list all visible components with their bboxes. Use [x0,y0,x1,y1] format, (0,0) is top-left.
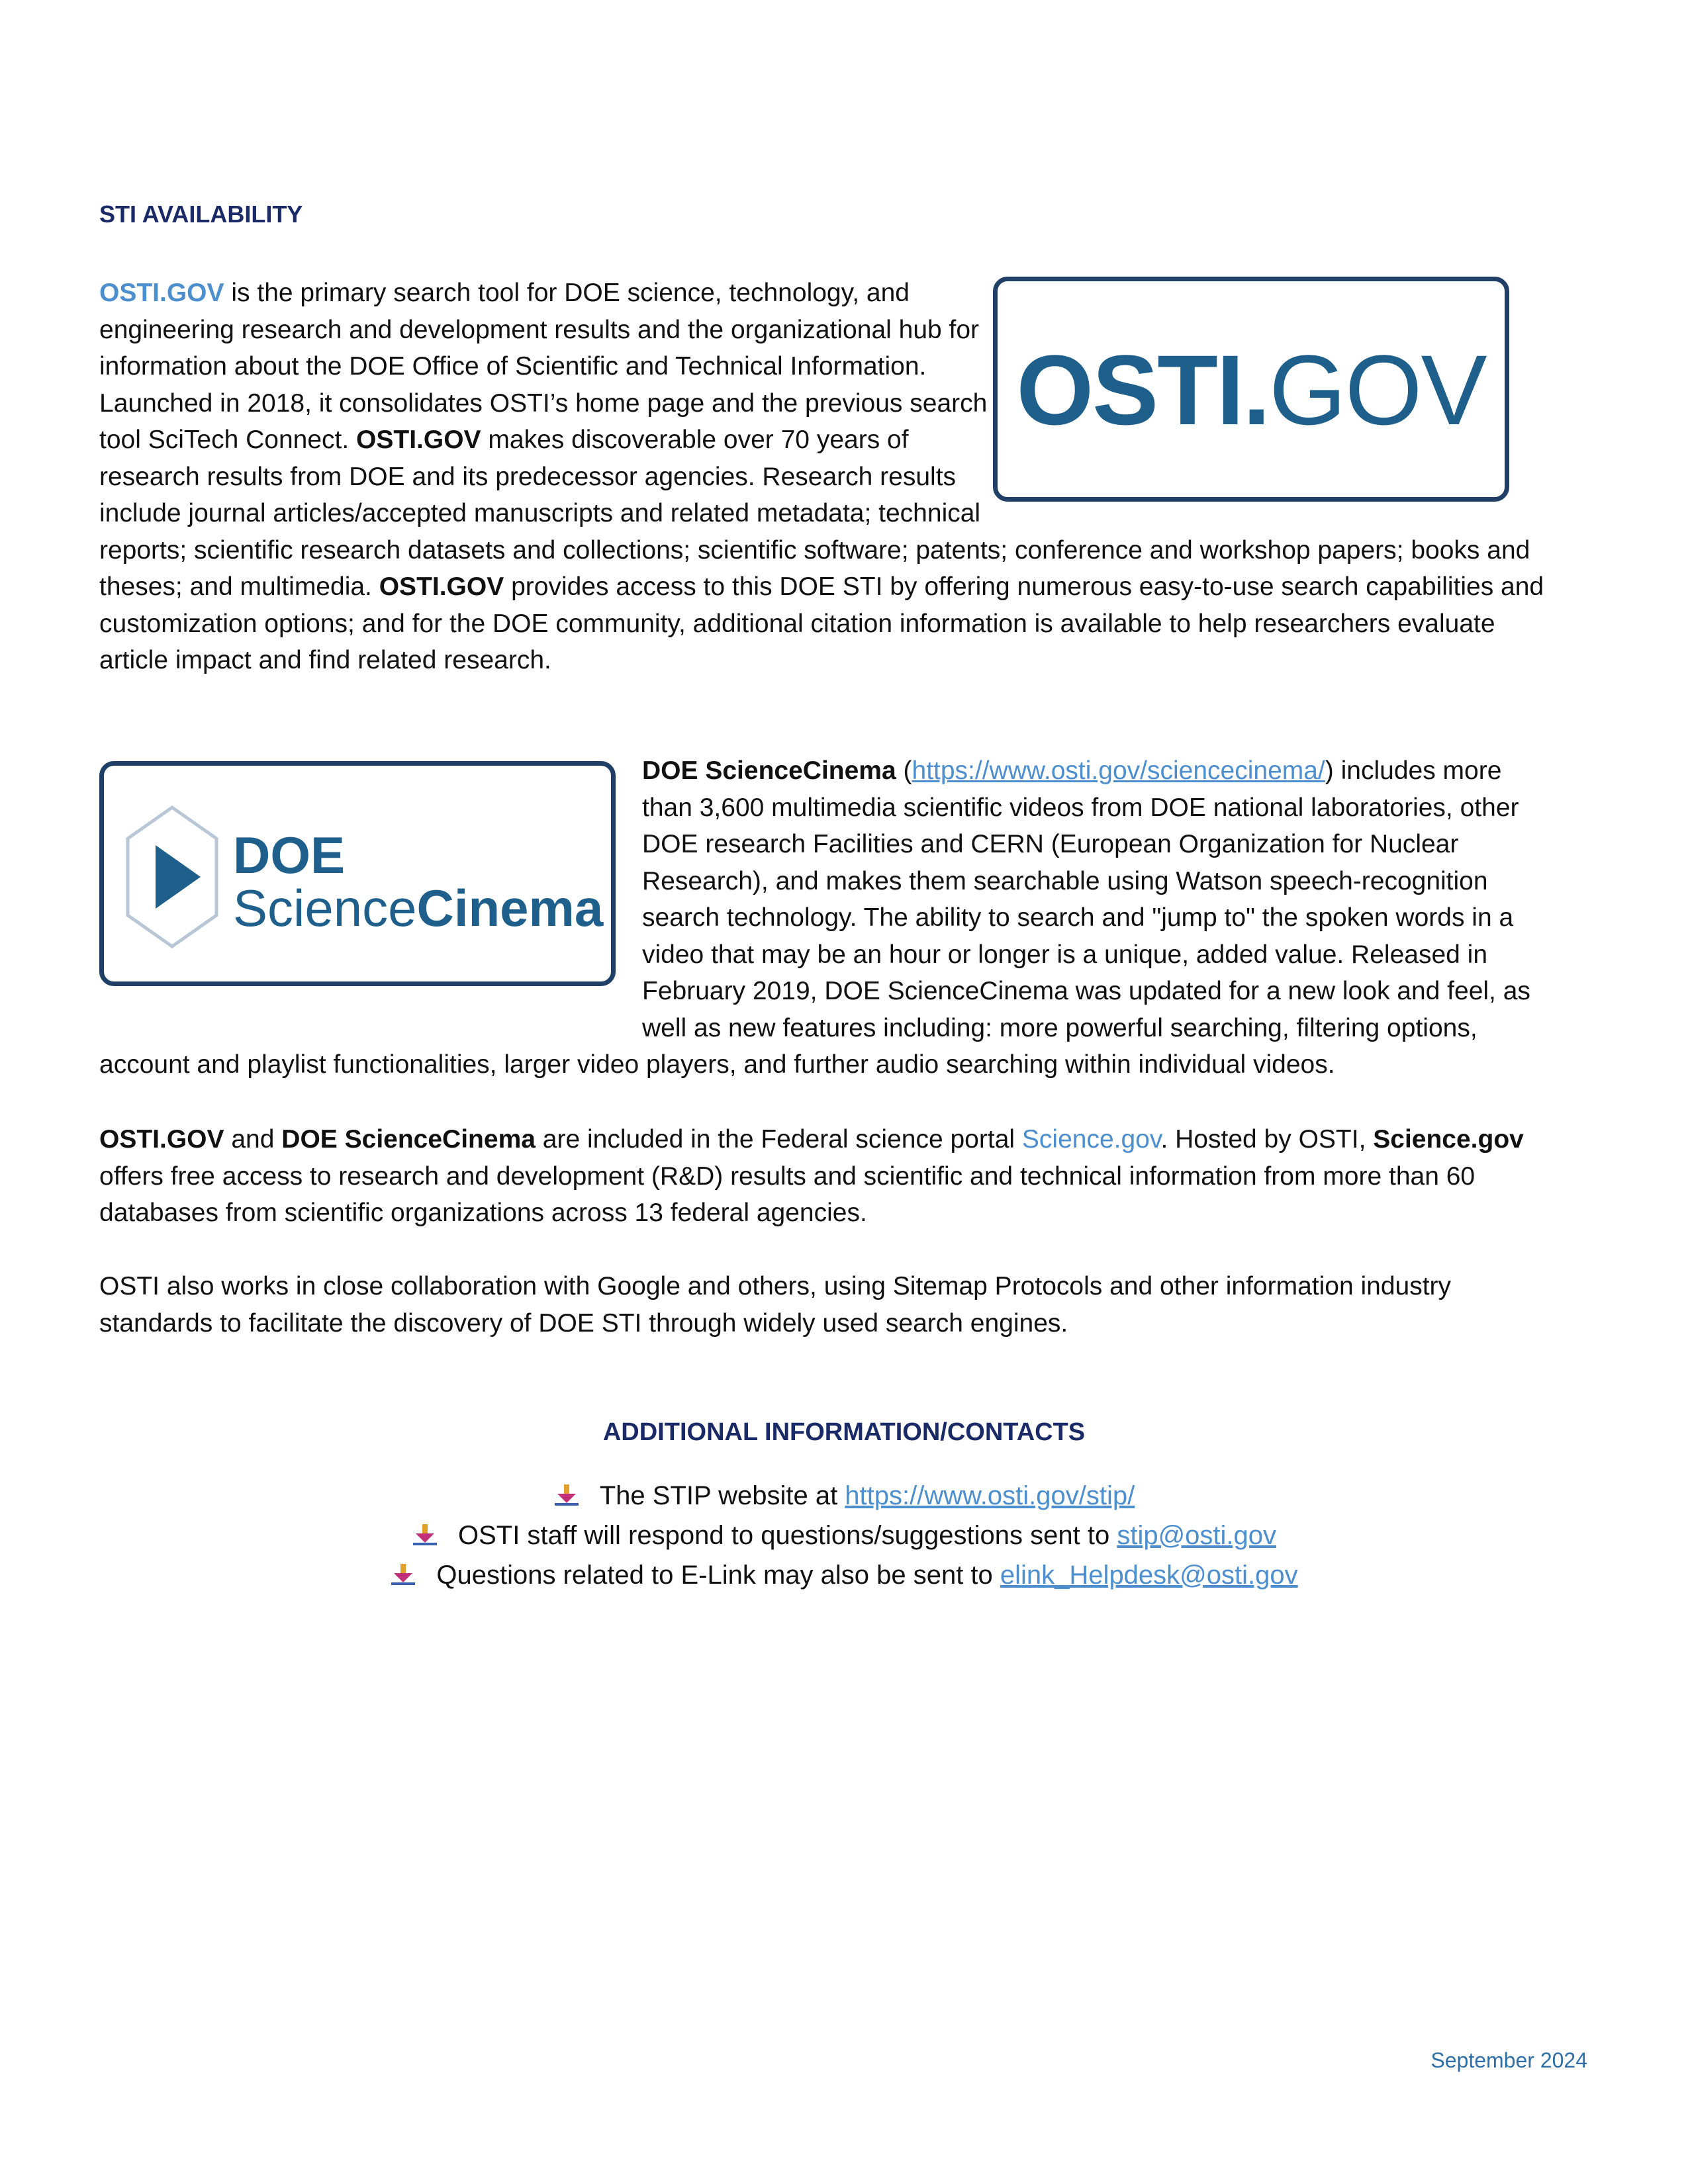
logo-sciencecinema-text: ScienceCinema [233,879,604,937]
contacts-heading: ADDITIONAL INFORMATION/CONTACTS [602,1418,1086,1446]
arrow-bullet-icon [412,1523,438,1547]
google-paragraph: OSTI also works in close collaboration with Google and others, using Sitemap Protocols and other information industry standards to facilitate the discovery of DOE STI through widely used search engines. [99,1272,1452,1338]
sciencecinema-paragraph: DOE ScienceCinema (https://www.osti.gov/sciencecinema/) includes more than 3,600 multimedia scientific videos from DOE national laboratories, other DOE research Facilities and CERN (European Organization for Nuclear Research), and makes them searchable using Watson speech-recognition search technology. The ability to search and "jump to" the spoken words in a video that may be an hour or longer is a unique, added value. Released in February 2019, DOE ScienceCinema was updated for a new look and feel, as well as new features including: more powerful searching, filtering options, account and playlist functionalities, larger video players, and further audio searching within individual videos. [99,752,1556,1083]
sciencecinema-lead: DOE ScienceCinema [642,756,896,785]
list-item: The STIP website at https://www.osti.gov/stip/ [0,1476,1688,1516]
osti-gov-paragraph: OSTI.GOV is the primary search tool for DOE science, technology, and engineering research and development results and the organizational hub for information about the DOE Office of Scientific and Technical Information. Launched in 2018, it consolidates OSTI’s home page and the previous search tool SciTech Connect. OSTI.GOV makes discoverable over 70 years of research results from DOE and its predecessor agencies. Research results include journal articles/accepted manuscripts and related metadata; technical reports; scientific research datasets and collections; scientific software; patents; conference and workshop papers; books and theses; and multimedia. OSTI.GOV provides access to this DOE STI by offering numerous easy-to-use search capabilities and customization options; and for the DOE community, additional citation information is available to help researchers evaluate article impact and find related research. [99,275,1556,679]
list-item: Questions related to E-Link may also be sent to elink_Helpdesk@osti.gov [0,1555,1688,1595]
logo-spacer [99,752,616,1014]
arrow-bullet-icon [553,1483,580,1507]
elink-helpdesk-link[interactable]: elink_Helpdesk@osti.gov [1000,1561,1298,1590]
contacts-list [0,1476,1688,1595]
science-gov-link[interactable]: Science.gov [1021,1125,1161,1154]
list-item: OSTI staff will respond to questions/suggestions sent to stip@osti.gov [0,1516,1688,1555]
section-heading: STI AVAILABILITY [99,201,303,228]
logo-doe-text: DOE [233,826,346,884]
stip-website-link[interactable]: https://www.osti.gov/stip/ [845,1481,1135,1510]
osti-gov-lead: OSTI.GOV [99,279,224,307]
logo-spacer [1039,275,1556,506]
footer-date: September 2024 [1430,2048,1587,2072]
osti-gov-logo-text: OSTI.GOV [1016,334,1486,445]
sciencecinema-link[interactable]: https://www.osti.gov/sciencecinema/ [912,756,1325,785]
stip-email-link[interactable]: stip@osti.gov [1117,1521,1277,1550]
arrow-bullet-icon [390,1563,416,1586]
science-gov-paragraph: OSTI.GOV and DOE ScienceCinema are included in the Federal science portal Science.gov. Hosted by OSTI, Science.gov offers free access to research and development (R&D) results and scientific and technical information from more than 60 databases from scientific organizations across 13 federal agencies. [99,1125,1524,1227]
